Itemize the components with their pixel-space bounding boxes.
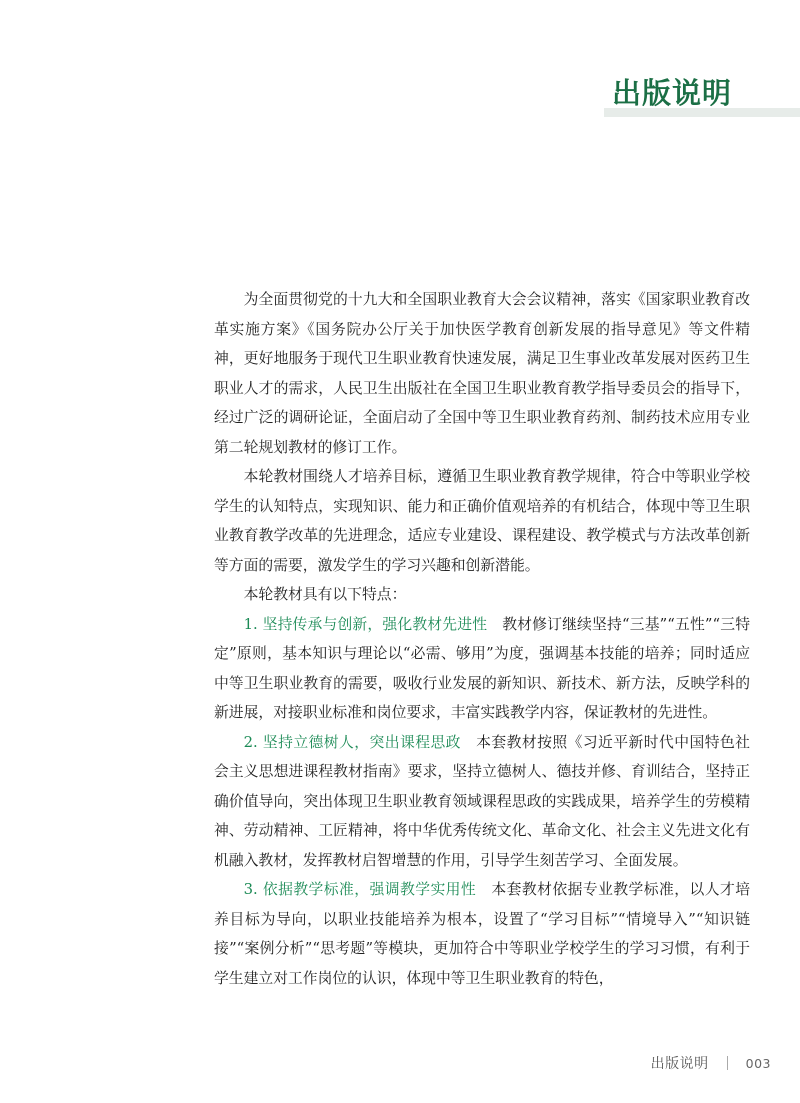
- footer-section-title: 出版说明: [650, 1056, 709, 1072]
- page-title: 出版说明: [612, 76, 733, 110]
- page-number: 003: [745, 1055, 771, 1071]
- feature-item-1: [214, 610, 750, 728]
- footer-divider: [727, 1056, 728, 1070]
- feature-text-3: 本套教材依据专业教学标准，以人才培养目标为导向，以职业技能培养为根本，设置了“学习目标”“情境导入”“知识链接”“案例分析”“思考题”等模块，更加符合中等职业学校学生的学习习惯，有利于学生建立对工作岗位的认识，体现中等卫生职业教育的特色，: [214, 881, 750, 987]
- paragraph-goals: 本轮教材围绕人才培养目标，遵循卫生职业教育教学规律，符合中等职业学校学生的认知特点，实现知识、能力和正确价值观培养的有机结合，体现中等卫生职业教育教学改革的先进理念，适应专业建设、课程建设、教学模式与方法改革创新等方面的需要，激发学生的学习兴趣和创新潜能。: [214, 468, 750, 574]
- body-text: [214, 285, 750, 993]
- feature-heading-3: 3. 依据教学标准，强调教学实用性: [243, 881, 477, 898]
- page-footer: [651, 1052, 771, 1074]
- feature-text-2: 本套教材按照《习近平新时代中国特色社会主义思想进课程教材指南》要求，坚持立德树人、德技并修、育训结合，坚持正确价值导向，突出体现卫生职业教育领域课程思政的实践成果，培养学生的劳模精神、劳动精神、工匠精神，将中华优秀传统文化、革命文化、社会主义先进文化有机融入教材，发挥教材启智增慧的作用，引导学生刻苦学习、全面发展。: [214, 733, 750, 869]
- feature-text-1: 教材修订继续坚持“三基”“五性”“三特定”原则，基本知识与理论以“必需、够用”为度，强调基本技能的培养；同时适应中等卫生职业教育的需要，吸收行业发展的新知识、新技术、新方法，反映学科的新进展，对接职业标准和岗位要求，丰富实践教学内容，保证教材的先进性。: [214, 615, 750, 721]
- feature-item-3: [214, 875, 750, 993]
- feature-heading-2: 2. 坚持立德树人，突出课程思政: [243, 733, 461, 751]
- feature-item-2: [214, 728, 750, 876]
- feature-heading-1: 1. 坚持传承与创新，强化教材先进性: [243, 615, 488, 633]
- paragraph-features-lead: 本轮教材具有以下特点：: [243, 586, 407, 603]
- paragraph-intro: 为全面贯彻党的十九大和全国职业教育大会会议精神，落实《国家职业教育改革实施方案》《国务院办公厅关于加快医学教育创新发展的指导意见》等文件精神，更好地服务于现代卫生职业教育快速发展，满足卫生事业改革发展对医药卫生职业人才的需求，人民卫生出版社在全国卫生职业教育教学指导委员会的指导下，经过广泛的调研论证，全面启动了全国中等卫生职业教育药剂、制药技术应用专业第二轮规划教材的修订工作。: [214, 291, 750, 456]
